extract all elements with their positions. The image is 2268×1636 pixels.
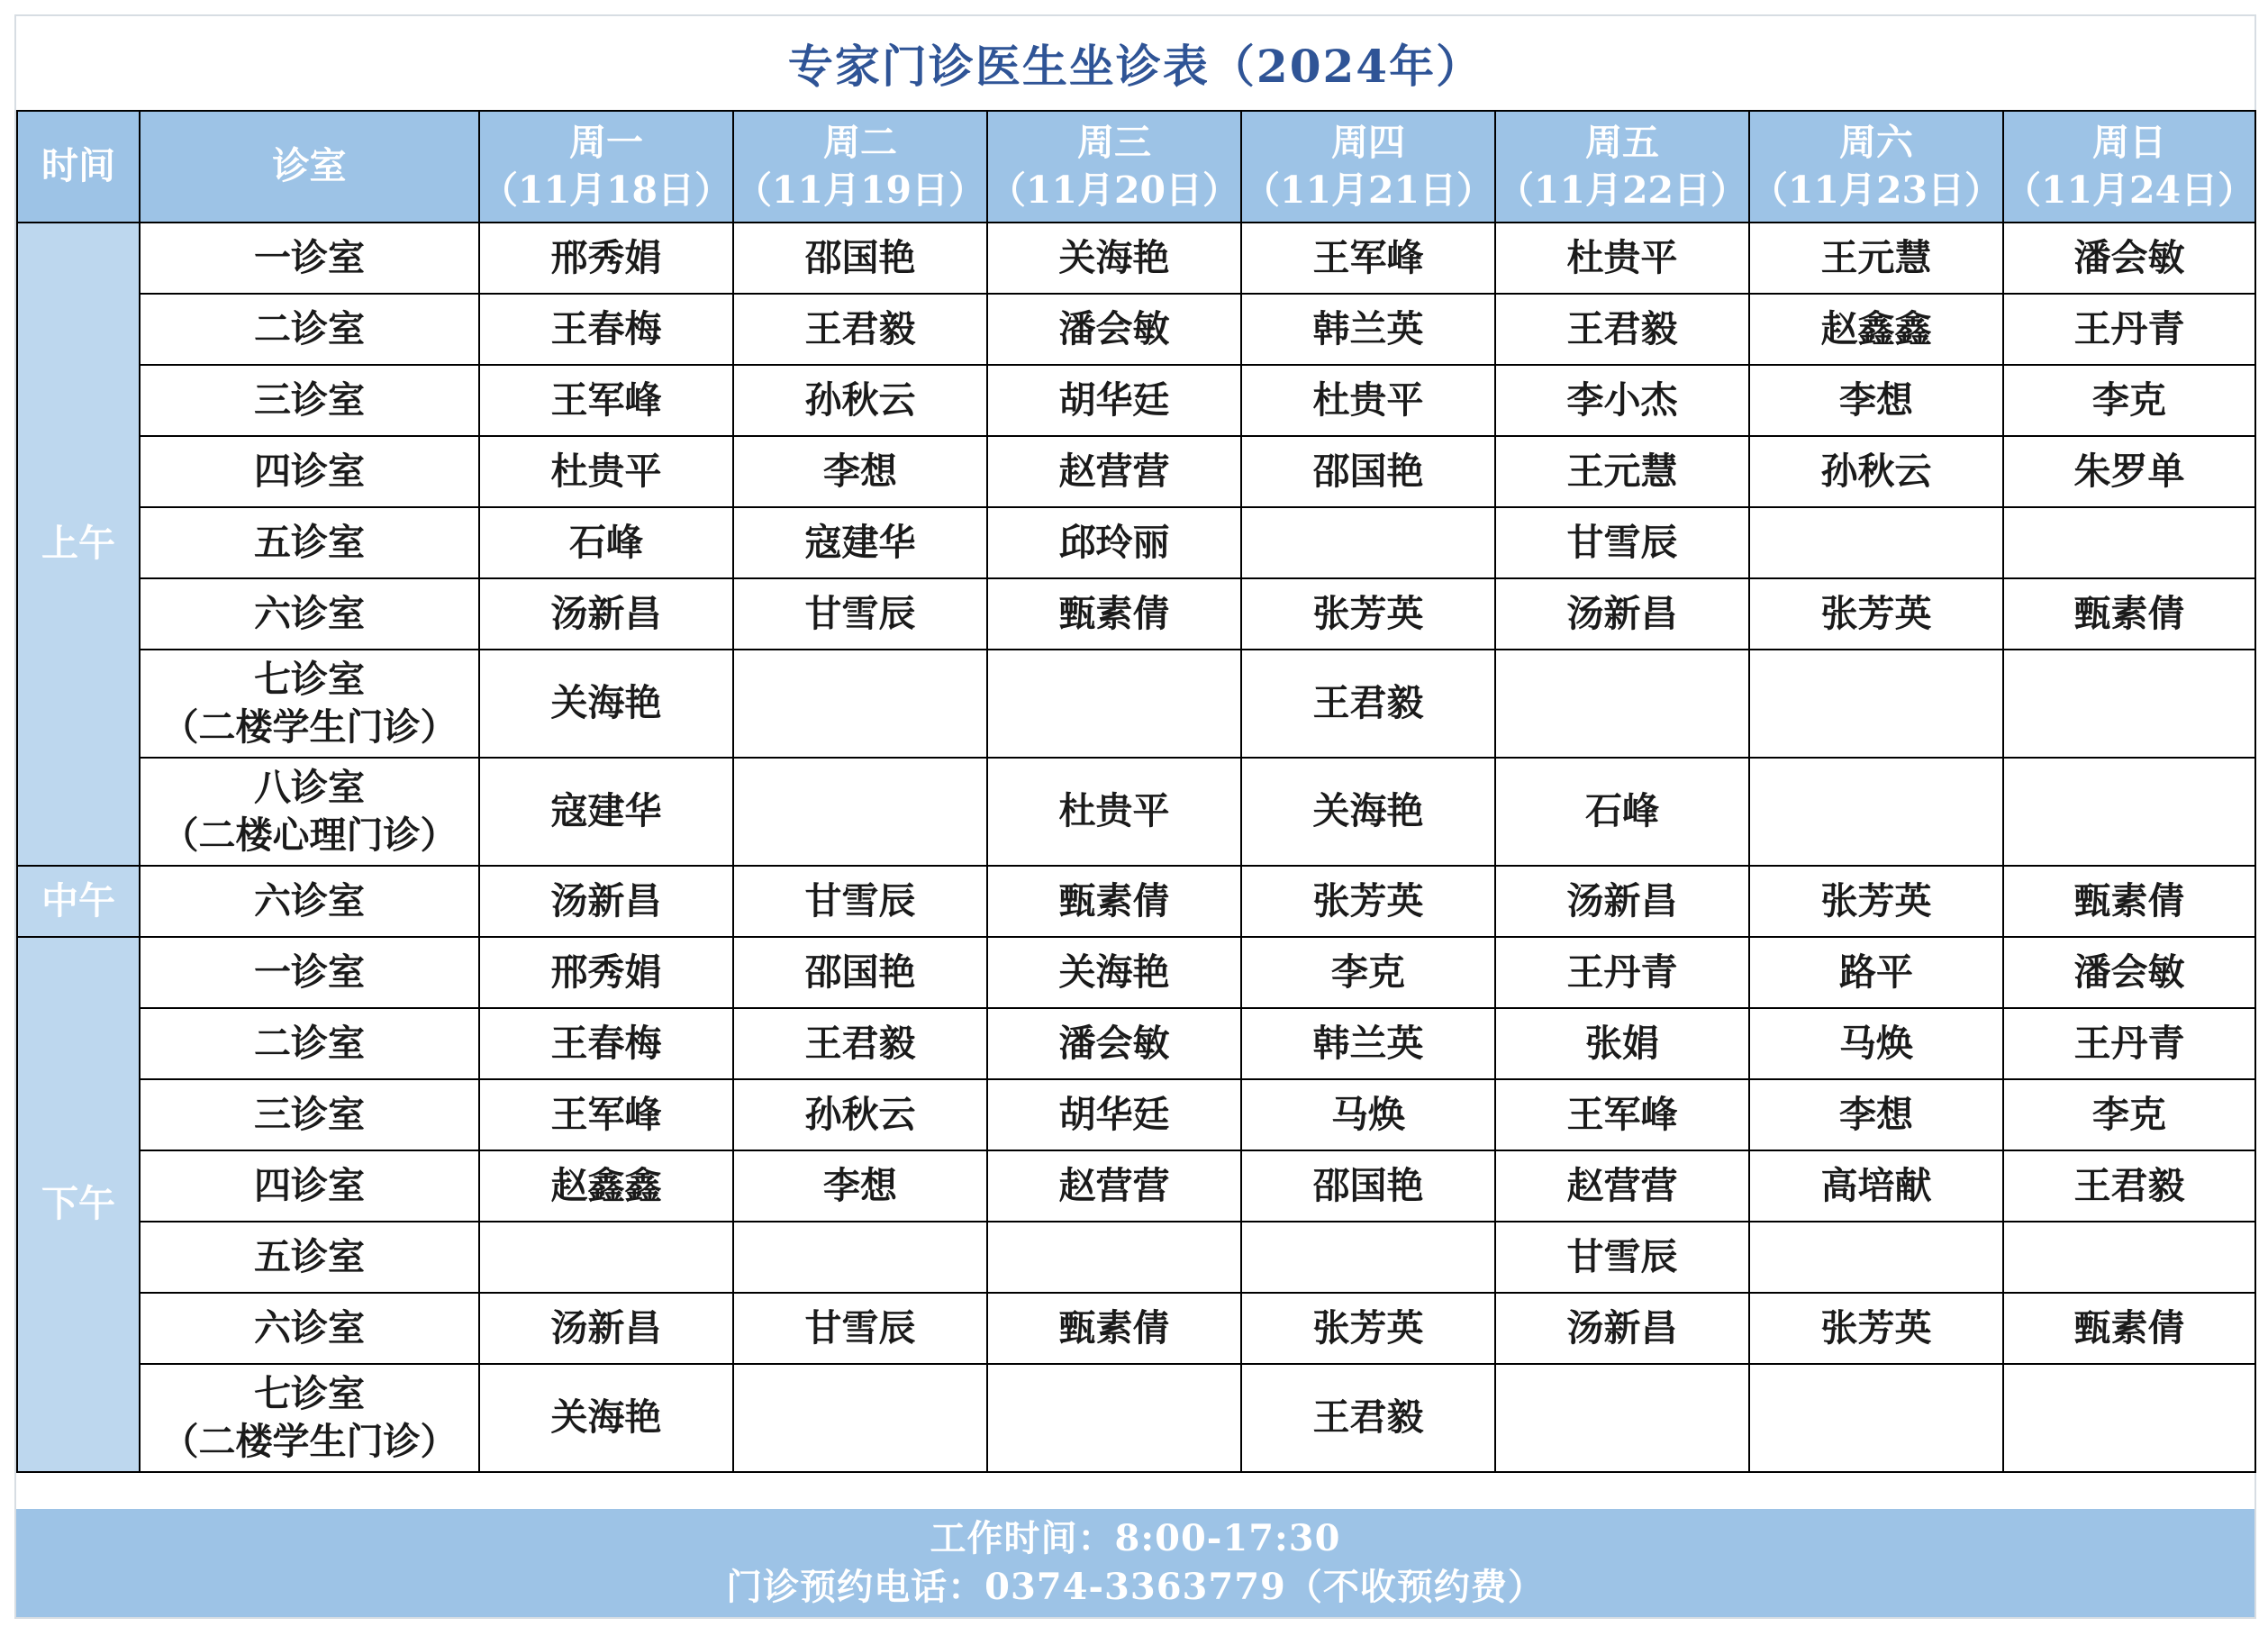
schedule-row — [17, 223, 2255, 294]
period-label: 上午 — [17, 223, 140, 866]
doctor-cell — [1495, 1364, 1749, 1472]
room-cell — [140, 1222, 479, 1293]
schedule-row — [17, 507, 2255, 578]
doctor-cell: 邢秀娟 — [479, 937, 733, 1008]
schedule-sheet — [14, 14, 2256, 1619]
doctor-cell: 汤新昌 — [1495, 866, 1749, 937]
doctor-cell: 王君毅 — [1241, 1364, 1495, 1472]
doctor-cell — [2003, 1364, 2255, 1472]
doctor-cell: 王元慧 — [1495, 436, 1749, 507]
doctor-cell: 甘雪辰 — [733, 1293, 987, 1364]
header-day — [1749, 111, 2003, 223]
doctor-cell: 甄素倩 — [2003, 866, 2255, 937]
room-name: 三诊室 — [254, 1092, 365, 1136]
header-day — [479, 111, 733, 223]
doctor-cell: 杜贵平 — [479, 436, 733, 507]
doctor-cell: 杜贵平 — [1241, 365, 1495, 436]
doctor-cell: 路平 — [1749, 937, 2003, 1008]
doctor-cell: 寇建华 — [733, 507, 987, 578]
header-day — [987, 111, 1241, 223]
doctor-cell: 关海艳 — [1241, 758, 1495, 866]
doctor-cell: 李想 — [733, 436, 987, 507]
doctor-cell — [1749, 1222, 2003, 1293]
header-day — [1241, 111, 1495, 223]
doctor-cell: 汤新昌 — [479, 578, 733, 650]
doctor-cell: 韩兰英 — [1241, 1008, 1495, 1079]
doctor-cell: 张娟 — [1495, 1008, 1749, 1079]
doctor-cell: 王军峰 — [479, 365, 733, 436]
day-date: （11月19日） — [734, 168, 986, 212]
doctor-cell: 邵国艳 — [733, 937, 987, 1008]
schedule-table — [16, 110, 2256, 1473]
room-name: 八诊室 — [254, 765, 365, 809]
schedule-row — [17, 1293, 2255, 1364]
doctor-cell — [1749, 1364, 2003, 1472]
room-cell — [140, 294, 479, 365]
room-name: 五诊室 — [254, 1234, 365, 1278]
doctor-cell: 杜贵平 — [987, 758, 1241, 866]
doctor-cell: 关海艳 — [987, 937, 1241, 1008]
doctor-cell: 甘雪辰 — [1495, 1222, 1749, 1293]
schedule-row — [17, 866, 2255, 937]
doctor-cell — [1495, 650, 1749, 758]
schedule-row — [17, 365, 2255, 436]
doctor-cell: 胡华廷 — [987, 1079, 1241, 1150]
room-cell — [140, 436, 479, 507]
doctor-cell: 王元慧 — [1749, 223, 2003, 294]
room-name: 六诊室 — [254, 878, 365, 923]
doctor-cell: 王春梅 — [479, 1008, 733, 1079]
doctor-cell: 李克 — [1241, 937, 1495, 1008]
doctor-cell: 王君毅 — [733, 294, 987, 365]
doctor-cell: 张芳英 — [1749, 1293, 2003, 1364]
doctor-cell: 甄素倩 — [2003, 578, 2255, 650]
doctor-cell — [2003, 1222, 2255, 1293]
doctor-cell: 关海艳 — [479, 1364, 733, 1472]
room-name: 一诊室 — [254, 235, 365, 279]
day-date: （11月23日） — [1750, 168, 2002, 212]
doctor-cell: 潘会敏 — [987, 1008, 1241, 1079]
doctor-cell: 孙秋云 — [733, 1079, 987, 1150]
doctor-cell: 马焕 — [1241, 1079, 1495, 1150]
doctor-cell: 王军峰 — [1241, 223, 1495, 294]
doctor-cell: 甄素倩 — [987, 866, 1241, 937]
doctor-cell: 甄素倩 — [987, 1293, 1241, 1364]
day-name: 周一 — [569, 120, 643, 164]
doctor-cell: 关海艳 — [479, 650, 733, 758]
doctor-cell — [1241, 1222, 1495, 1293]
doctor-cell — [987, 650, 1241, 758]
doctor-cell: 赵营营 — [1495, 1150, 1749, 1222]
doctor-cell: 关海艳 — [987, 223, 1241, 294]
doctor-cell — [733, 758, 987, 866]
room-cell — [140, 758, 479, 866]
doctor-cell: 汤新昌 — [479, 866, 733, 937]
doctor-cell: 王军峰 — [479, 1079, 733, 1150]
header-time: 时间 — [17, 111, 140, 223]
doctor-cell: 朱罗单 — [2003, 436, 2255, 507]
doctor-cell: 汤新昌 — [479, 1293, 733, 1364]
doctor-cell: 王春梅 — [479, 294, 733, 365]
doctor-cell — [987, 1364, 1241, 1472]
doctor-cell — [479, 1222, 733, 1293]
room-cell — [140, 1150, 479, 1222]
doctor-cell: 汤新昌 — [1495, 1293, 1749, 1364]
doctor-cell: 甘雪辰 — [1495, 507, 1749, 578]
room-name: 七诊室 — [254, 1371, 365, 1415]
header-row — [17, 111, 2255, 223]
schedule-row — [17, 1150, 2255, 1222]
doctor-cell: 王丹青 — [1495, 937, 1749, 1008]
day-name: 周日 — [2092, 120, 2166, 164]
doctor-cell — [2003, 507, 2255, 578]
schedule-row — [17, 937, 2255, 1008]
period-label: 中午 — [17, 866, 140, 937]
doctor-cell: 王丹青 — [2003, 294, 2255, 365]
room-cell — [140, 223, 479, 294]
room-cell — [140, 1008, 479, 1079]
doctor-cell — [733, 650, 987, 758]
day-date: （11月22日） — [1496, 168, 1748, 212]
room-name: 六诊室 — [254, 591, 365, 635]
doctor-cell: 张芳英 — [1241, 866, 1495, 937]
room-name: 二诊室 — [254, 306, 365, 350]
doctor-cell — [2003, 650, 2255, 758]
header-day — [2003, 111, 2255, 223]
room-cell — [140, 365, 479, 436]
room-name: 四诊室 — [254, 1163, 365, 1207]
room-cell — [140, 507, 479, 578]
doctor-cell: 赵鑫鑫 — [1749, 294, 2003, 365]
page-title: 专家门诊医生坐诊表（2024年） — [787, 40, 1483, 93]
doctor-cell: 李想 — [733, 1150, 987, 1222]
doctor-cell: 邵国艳 — [1241, 1150, 1495, 1222]
header-day — [1495, 111, 1749, 223]
header-day — [733, 111, 987, 223]
room-name: 六诊室 — [254, 1305, 365, 1350]
room-cell — [140, 866, 479, 937]
room-cell — [140, 650, 479, 758]
room-name: 五诊室 — [254, 520, 365, 564]
period-label: 下午 — [17, 937, 140, 1472]
doctor-cell: 王君毅 — [2003, 1150, 2255, 1222]
doctor-cell: 甄素倩 — [2003, 1293, 2255, 1364]
doctor-cell: 石峰 — [1495, 758, 1749, 866]
doctor-cell: 甄素倩 — [987, 578, 1241, 650]
doctor-cell: 王君毅 — [733, 1008, 987, 1079]
doctor-cell: 潘会敏 — [987, 294, 1241, 365]
room-cell — [140, 1293, 479, 1364]
room-name: 二诊室 — [254, 1021, 365, 1065]
room-name: 四诊室 — [254, 449, 365, 493]
room-cell — [140, 937, 479, 1008]
doctor-cell: 李想 — [1749, 1079, 2003, 1150]
room-note: （二楼心理门诊） — [161, 813, 458, 857]
doctor-cell: 甘雪辰 — [733, 578, 987, 650]
doctor-cell — [987, 1222, 1241, 1293]
schedule-row — [17, 294, 2255, 365]
doctor-cell: 马焕 — [1749, 1008, 2003, 1079]
room-cell — [140, 1364, 479, 1472]
room-name: 三诊室 — [254, 377, 365, 422]
doctor-cell: 李小杰 — [1495, 365, 1749, 436]
doctor-cell — [1749, 758, 2003, 866]
doctor-cell: 邱玲丽 — [987, 507, 1241, 578]
schedule-row — [17, 1008, 2255, 1079]
doctor-cell: 甘雪辰 — [733, 866, 987, 937]
day-name: 周六 — [1839, 120, 1913, 164]
room-cell — [140, 578, 479, 650]
doctor-cell: 王君毅 — [1241, 650, 1495, 758]
doctor-cell: 胡华廷 — [987, 365, 1241, 436]
doctor-cell: 王丹青 — [2003, 1008, 2255, 1079]
day-name: 周四 — [1331, 120, 1405, 164]
schedule-row — [17, 1364, 2255, 1472]
appointment-phone: 门诊预约电话：0374-3363779（不收预约费） — [726, 1566, 1545, 1608]
doctor-cell: 邵国艳 — [733, 223, 987, 294]
day-name: 周五 — [1585, 120, 1659, 164]
doctor-cell: 张芳英 — [1241, 578, 1495, 650]
day-date: （11月24日） — [2004, 168, 2255, 212]
schedule-row — [17, 758, 2255, 866]
doctor-cell: 张芳英 — [1749, 866, 2003, 937]
room-note: （二楼学生门诊） — [161, 705, 458, 749]
doctor-cell: 韩兰英 — [1241, 294, 1495, 365]
doctor-cell: 高培献 — [1749, 1150, 2003, 1222]
day-date: （11月20日） — [988, 168, 1240, 212]
doctor-cell: 石峰 — [479, 507, 733, 578]
doctor-cell: 潘会敏 — [2003, 937, 2255, 1008]
doctor-cell: 赵鑫鑫 — [479, 1150, 733, 1222]
doctor-cell: 王军峰 — [1495, 1079, 1749, 1150]
doctor-cell: 张芳英 — [1749, 578, 2003, 650]
day-date: （11月21日） — [1242, 168, 1494, 212]
doctor-cell — [733, 1364, 987, 1472]
header-room: 诊室 — [140, 111, 479, 223]
doctor-cell: 邵国艳 — [1241, 436, 1495, 507]
working-hours: 工作时间：8:00-17:30 — [930, 1517, 1341, 1559]
doctor-cell — [1749, 650, 2003, 758]
doctor-cell: 汤新昌 — [1495, 578, 1749, 650]
doctor-cell — [1749, 507, 2003, 578]
doctor-cell: 王君毅 — [1495, 294, 1749, 365]
room-cell — [140, 1079, 479, 1150]
doctor-cell — [1241, 507, 1495, 578]
doctor-cell: 李克 — [2003, 365, 2255, 436]
room-note: （二楼学生门诊） — [161, 1420, 458, 1463]
footer-banner — [16, 1509, 2254, 1617]
room-name: 一诊室 — [254, 950, 365, 994]
doctor-cell: 李克 — [2003, 1079, 2255, 1150]
doctor-cell: 杜贵平 — [1495, 223, 1749, 294]
room-name: 七诊室 — [254, 657, 365, 701]
doctor-cell — [2003, 758, 2255, 866]
doctor-cell: 李想 — [1749, 365, 2003, 436]
doctor-cell — [733, 1222, 987, 1293]
doctor-cell: 赵营营 — [987, 436, 1241, 507]
schedule-row — [17, 436, 2255, 507]
doctor-cell: 邢秀娟 — [479, 223, 733, 294]
schedule-row — [17, 650, 2255, 758]
doctor-cell: 潘会敏 — [2003, 223, 2255, 294]
doctor-cell: 寇建华 — [479, 758, 733, 866]
day-name: 周二 — [823, 120, 897, 164]
schedule-row — [17, 1222, 2255, 1293]
day-date: （11月18日） — [480, 168, 732, 212]
doctor-cell: 张芳英 — [1241, 1293, 1495, 1364]
schedule-row — [17, 578, 2255, 650]
doctor-cell: 孙秋云 — [733, 365, 987, 436]
day-name: 周三 — [1077, 120, 1151, 164]
schedule-row — [17, 1079, 2255, 1150]
doctor-cell: 孙秋云 — [1749, 436, 2003, 507]
doctor-cell: 赵营营 — [987, 1150, 1241, 1222]
